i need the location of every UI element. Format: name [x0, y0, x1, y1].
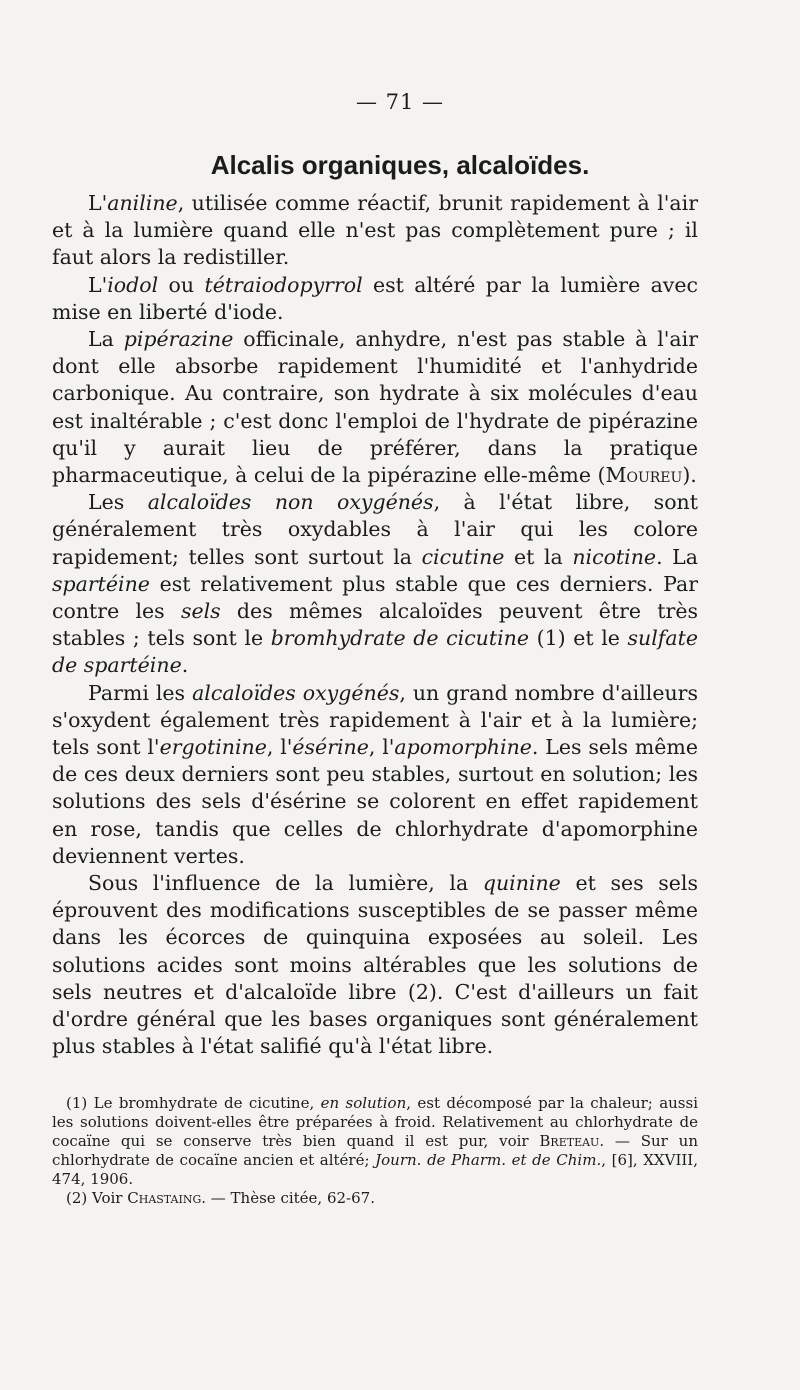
italic-term: spartéine	[52, 571, 150, 596]
text-run: . — Thèse citée, 62-67.	[201, 1189, 375, 1207]
author-name: Chastaing	[127, 1189, 202, 1207]
text-run: (2) Voir	[66, 1189, 128, 1207]
text-run: et ses sels éprouvent des modifications susceptibles de se passer même dans les écorces de quinquina exposées au soleil. Les solutions acides sont moins altérables que les solutions de sels neutres et d'alcaloïde libre (2). C'est d'ailleurs un fait d'ordre général que les bases organiques sont généralement plus stables à l'état salifié qu'à l'état libre.	[52, 871, 698, 1059]
text-run: L'	[88, 191, 108, 215]
text-run: des mêmes alcaloïdes peuvent être très stables ; tels sont le	[52, 599, 698, 651]
text-run: , [6], XXVIII, 474, 1906.	[52, 1151, 698, 1188]
text-run: (1) et le	[529, 626, 628, 651]
text-run: Les	[88, 490, 148, 515]
journal-title: Journ. de Pharm. et de Chim.	[375, 1151, 602, 1169]
text-run: est altéré par la lumière avec mise en liberté d'iode.	[52, 272, 698, 324]
italic-term: nicotine	[572, 544, 657, 569]
text-run: .	[181, 653, 189, 678]
italic-term: tétraiodopyrrol	[204, 272, 363, 297]
italic-term: alcaloïdes non oxygénés	[147, 490, 434, 515]
text-run: L'	[88, 272, 108, 297]
text-run: et la	[504, 544, 573, 569]
italic-term: alcaloïdes oxygénés	[192, 680, 400, 705]
body-text	[52, 190, 698, 1061]
section-heading: Alcalis organiques, alcaloïdes.	[210, 150, 590, 180]
text-run: . La	[656, 544, 698, 569]
footnote-2	[52, 1189, 698, 1208]
text-run: (1) Le bromhydrate de cicutine,	[66, 1094, 321, 1112]
text-run: , utilisée comme réactif, brunit rapidement à l'air et à la lumière quand elle n'est pas complètement pure ; il faut alors la redistiller.	[52, 191, 698, 270]
italic-term: bromhydrate de cicutine	[270, 626, 530, 651]
text-run: , à l'état libre, sont généralement très oxydables à l'air qui les colore rapidement; telles sont surtout la	[52, 490, 698, 569]
paragraph-quinine	[52, 870, 698, 1060]
text-run: , est décomposé par la chaleur; aussi les solutions doivent-elles être préparées à froid. Relativement au chlorhydrate de cocaïne qui se conserve très bien quand il est pur, voir	[52, 1094, 699, 1150]
author-name: Breteau	[539, 1132, 600, 1150]
paragraph-oxygenated-alkaloids	[52, 680, 698, 870]
text-run: . Les sels même de ces deux derniers sont peu stables, surtout en solution; les solutions des sels d'ésérine se colorent en effet rapidement en rose, tandis que celles de chlorhydrate d'apomorphine deviennent vertes.	[52, 735, 698, 868]
footnote-1	[52, 1094, 698, 1189]
italic-term: ésérine	[292, 735, 369, 760]
text-run: , l'	[266, 735, 293, 760]
italic-term: sels	[180, 599, 221, 624]
text-run: . — Sur un chlorhydrate de cocaïne ancien et altéré;	[52, 1132, 698, 1169]
italic-term: aniline	[107, 191, 178, 215]
text-run: Parmi les	[88, 680, 193, 705]
italic-term: quinine	[482, 871, 561, 896]
paragraph-iodol	[52, 272, 698, 326]
page-number: — 71 —	[355, 90, 445, 114]
italic-term: pipérazine	[123, 327, 234, 352]
text-run: , l'	[368, 735, 395, 760]
text-run: La	[88, 327, 124, 352]
text-run: , un grand nombre d'ailleurs s'oxydent également très rapidement à l'air et à la lumière; tels sont l'	[52, 680, 698, 760]
italic-term: iodol	[107, 272, 159, 297]
text-run: officinale, anhydre, n'est pas stable à l'air dont elle absorbe rapidement l'humidité et l'anhydride carbonique. Au contraire, son hydrate à six molécules d'eau est inaltérable ; c'est donc l'emploi de l'hydrate de pipérazine qu'il y aurait lieu de préférer, dans la pratique pharmaceutique, à celui de la pipérazine elle-même (	[52, 327, 698, 488]
author-name: Moureu	[605, 463, 683, 488]
text-run: Sous l'influence de la lumière, la	[88, 871, 483, 896]
text-run: ou	[158, 272, 205, 297]
footnotes	[52, 1094, 698, 1208]
paragraph-non-oxygenated-alkaloids	[52, 489, 698, 679]
text-run: est relativement plus stable que ces derniers. Par contre les	[52, 571, 698, 624]
italic-term: en solution	[320, 1094, 407, 1112]
paragraph-aniline	[52, 190, 698, 272]
text-run: ).	[682, 463, 697, 488]
italic-term: cicutine	[421, 544, 505, 569]
paragraph-piperazine	[52, 326, 698, 489]
italic-term: sulfate de spartéine	[52, 626, 698, 678]
italic-term: ergotinine	[159, 735, 267, 760]
italic-term: apomorphine	[394, 735, 532, 760]
